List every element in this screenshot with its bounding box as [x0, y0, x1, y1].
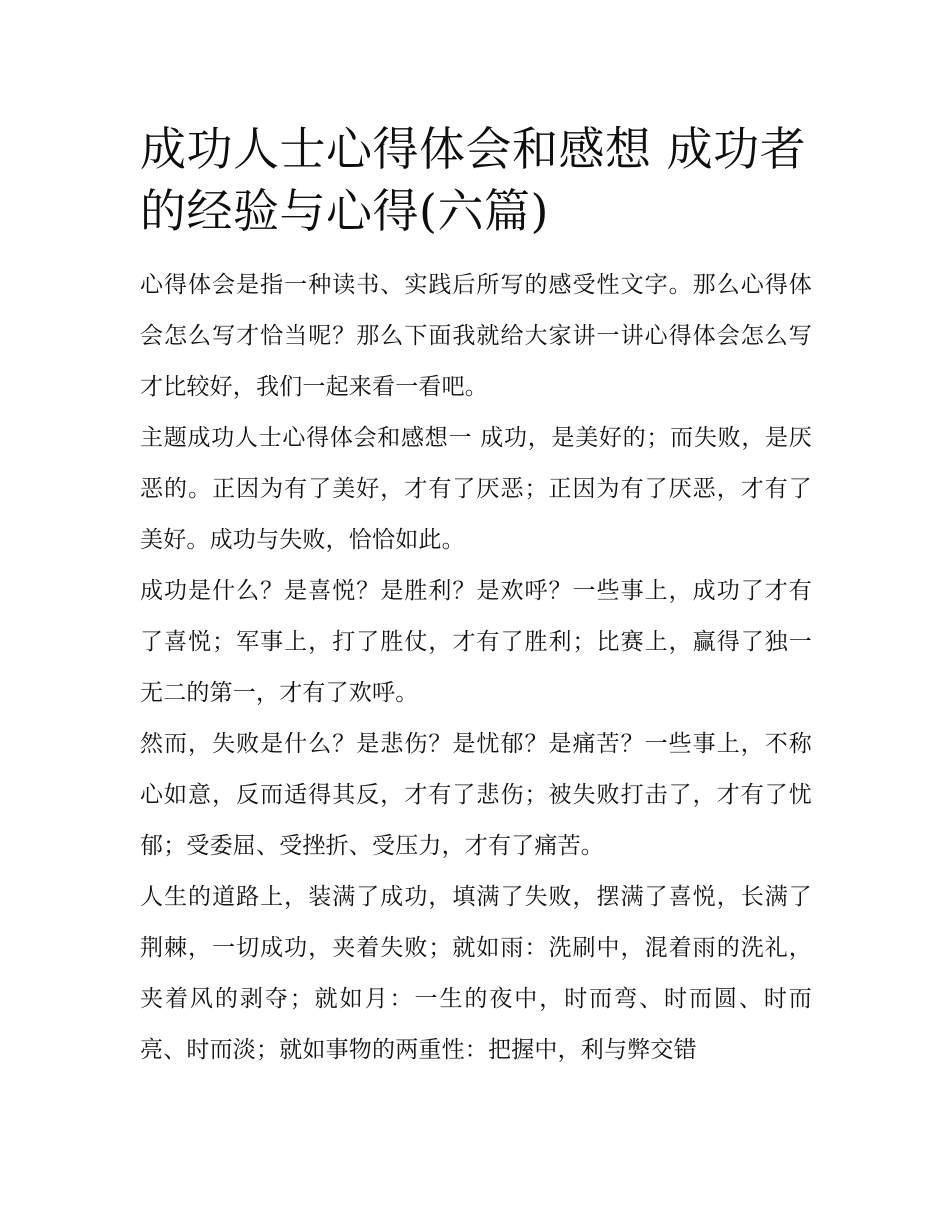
- paragraph-life-road: 人生的道路上，装满了成功，填满了失败，摆满了喜悦，长满了荆棘，一切成功，夹着失败；就如雨：洗刷中，混着雨的洗礼，夹着风的剥夺；就如月：一生的夜中，时而弯、时而圆、时而亮、时而淡；就如事物的两重性：把握中，利与弊交错: [140, 884, 812, 1063]
- document-body: [140, 260, 812, 1076]
- paragraph-failure: 然而，失败是什么？是悲伤？是忧郁？是痛苦？一些事上，不称心如意，反而适得其反，才有了悲伤；被失败打击了，才有了忧郁；受委屈、受挫折、受压力，才有了痛苦。: [140, 731, 812, 859]
- document-title: 成功人士心得体会和感想 成功者的经验与心得(六篇): [140, 122, 807, 238]
- paragraph-success: 成功是什么？是喜悦？是胜利？是欢呼？一些事上，成功了才有了喜悦；军事上，打了胜仗，才有了胜利；比赛上，赢得了独一无二的第一，才有了欢呼。: [140, 578, 812, 706]
- paragraph-theme: 主题成功人士心得体会和感想一 成功，是美好的；而失败，是厌恶的。正因为有了美好，才有了厌恶；正因为有了厌恶，才有了美好。成功与失败，恰恰如此。: [140, 425, 812, 553]
- paragraph-intro: 心得体会是指一种读书、实践后所写的感受性文字。那么心得体会怎么写才恰当呢？那么下面我就给大家讲一讲心得体会怎么写才比较好，我们一起来看一看吧。: [140, 272, 812, 400]
- document-page: [140, 118, 812, 1076]
